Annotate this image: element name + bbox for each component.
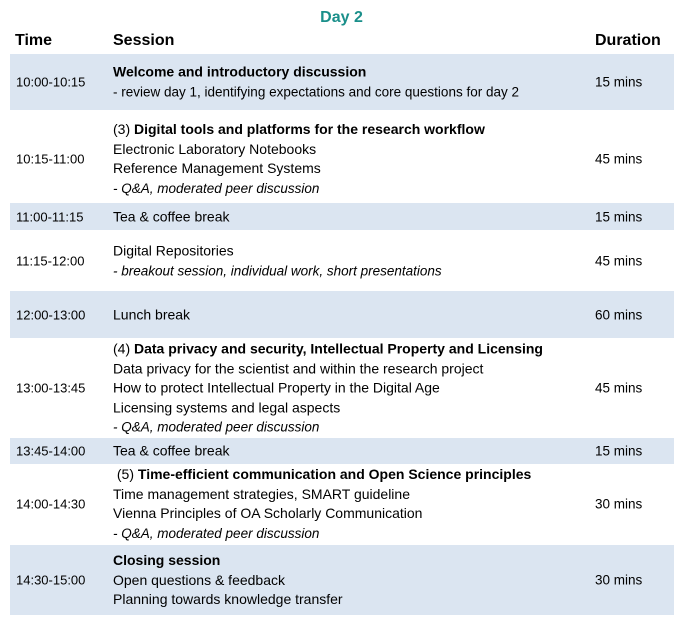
row-time: 11:15-12:00 <box>16 253 85 269</box>
session-title: Tea & coffee break <box>113 442 230 459</box>
session-topic: Open questions & feedback <box>113 571 286 588</box>
session-title-text: Digital tools and platforms for the research workflow <box>134 121 485 137</box>
session-topic: Data privacy for the scientist and within the research project <box>113 359 484 376</box>
session-topic: Licensing systems and legal aspects <box>113 398 341 415</box>
row-time: 13:45-14:00 <box>16 443 86 459</box>
session-note: - Q&A, moderated peer discussion <box>113 180 320 196</box>
session-topic: Planning towards knowledge transfer <box>113 590 343 607</box>
row-session <box>113 339 583 437</box>
schedule-row <box>10 54 674 110</box>
session-title <box>113 120 583 140</box>
session-title: Digital Repositories <box>113 242 234 259</box>
row-time: 13:00-13:45 <box>16 380 86 396</box>
header-duration: Duration <box>595 32 661 49</box>
row-time: 14:30-15:00 <box>16 572 86 588</box>
session-title <box>113 465 583 485</box>
session-number: (3) <box>113 121 134 137</box>
header-session: Session <box>113 32 175 49</box>
day-title: Day 2 <box>320 9 363 26</box>
session-title: Tea & coffee break <box>113 207 230 224</box>
row-duration: 15 mins <box>595 443 643 459</box>
header-time: Time <box>15 32 53 49</box>
session-note: - review day 1, identifying expectations and core questions for day 2 <box>113 84 519 99</box>
row-session <box>113 63 583 102</box>
row-session <box>113 441 583 461</box>
row-duration: 15 mins <box>595 209 643 224</box>
schedule-row <box>10 465 674 543</box>
schedule-row <box>10 291 674 338</box>
schedule-row <box>10 545 674 615</box>
session-topic: Vienna Principles of OA Scholarly Communication <box>113 505 423 521</box>
row-time: 11:00-11:15 <box>16 209 84 224</box>
session-title <box>113 339 583 359</box>
schedule-row <box>10 116 674 202</box>
row-duration: 15 mins <box>595 74 643 90</box>
row-duration: 30 mins <box>595 572 643 588</box>
row-time: 14:00-14:30 <box>16 496 86 512</box>
session-title: Welcome and introductory discussion <box>113 63 367 80</box>
session-title-text: Time-efficient communication and Open Science principles <box>137 466 532 482</box>
session-number: (4) <box>113 340 134 357</box>
row-time: 10:15-11:00 <box>16 151 85 167</box>
session-topic: Time management strategies, SMART guideline <box>113 485 410 502</box>
row-session <box>113 120 583 198</box>
session-number: (5) <box>113 466 138 482</box>
schedule-row <box>10 233 674 289</box>
session-note: - Q&A, moderated peer discussion <box>113 525 320 541</box>
session-topic: Reference Management Systems <box>113 160 321 176</box>
row-duration: 45 mins <box>595 253 643 269</box>
row-duration: 45 mins <box>595 380 643 396</box>
session-note: - breakout session, individual work, short presentations <box>113 263 442 278</box>
row-time: 12:00-13:00 <box>16 307 86 322</box>
row-duration: 60 mins <box>595 307 643 322</box>
session-title: Lunch break <box>113 305 191 322</box>
session-title-text: Data privacy and security, Intellectual Property and Licensing <box>134 340 543 357</box>
row-session <box>113 242 583 281</box>
row-duration: 45 mins <box>595 151 643 167</box>
row-session <box>113 207 583 227</box>
row-time: 10:00-10:15 <box>16 74 86 90</box>
row-session <box>113 551 583 610</box>
session-topic: Electronic Laboratory Notebooks <box>113 140 317 157</box>
row-session <box>113 305 583 325</box>
session-topic: How to protect Intellectual Property in the Digital Age <box>113 379 440 396</box>
session-title: Closing session <box>113 551 221 568</box>
row-duration: 30 mins <box>595 496 643 512</box>
row-session <box>113 465 583 543</box>
schedule-row <box>10 438 674 464</box>
schedule-row <box>10 203 674 230</box>
session-note: - Q&A, moderated peer discussion <box>113 419 320 435</box>
schedule-row <box>10 339 674 437</box>
